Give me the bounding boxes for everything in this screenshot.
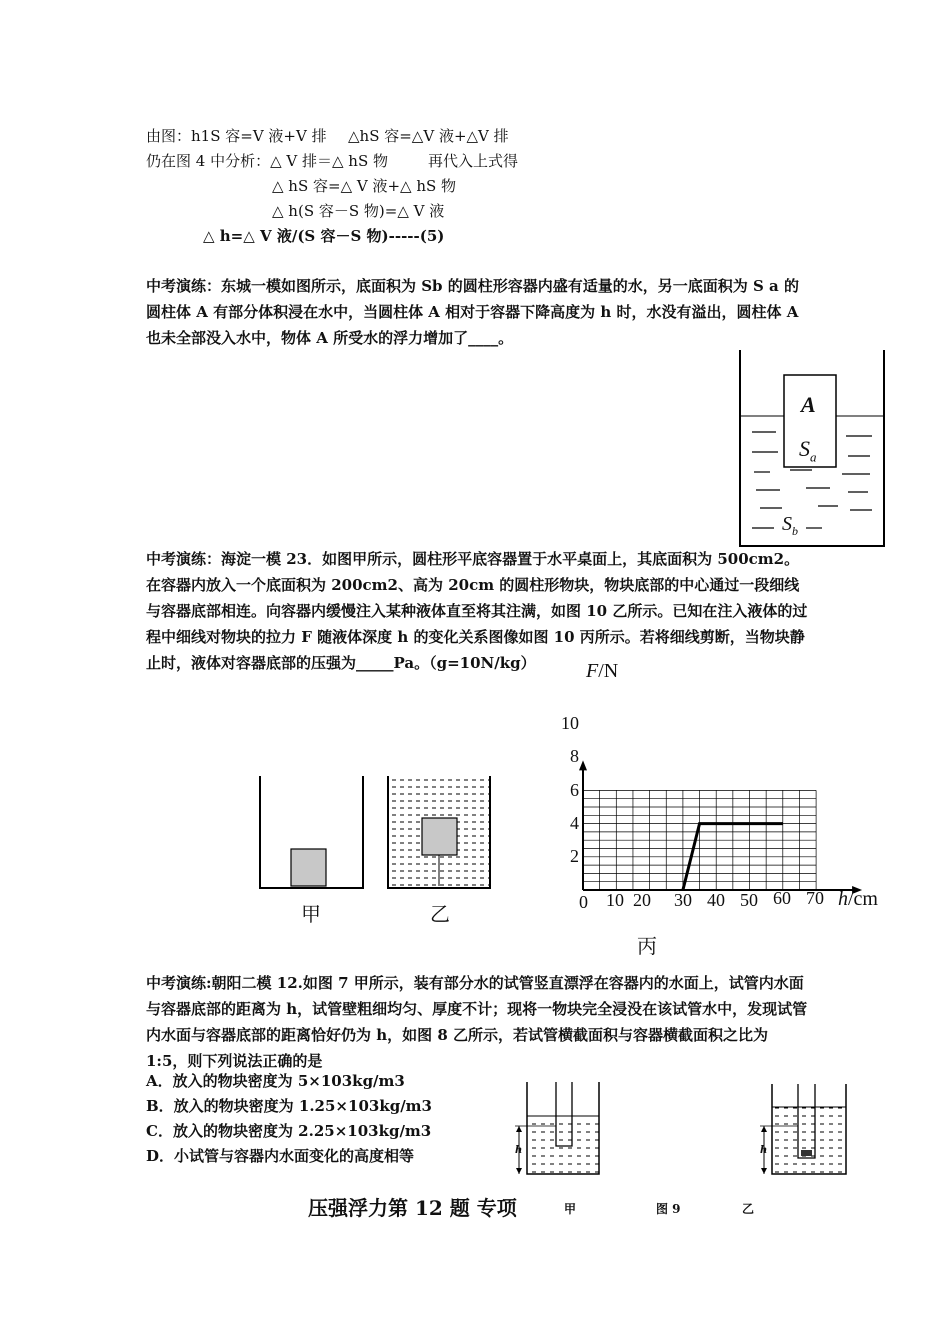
y-tick-2: 2 xyxy=(570,846,579,866)
derivation-line-1b: △hS 容=△V 液+△V 排 xyxy=(348,127,509,145)
label-sa: $S_a$ xyxy=(799,436,817,465)
derivation-line-2a: 仍在图 4 中分析：△ V 排＝△ hS 物 xyxy=(146,152,388,170)
fig-label-jia: 甲 xyxy=(564,1202,577,1216)
x-tick-10: 10 xyxy=(606,890,624,910)
derivation-line-1a: 由图：h1S 容=V 液+V 排 xyxy=(146,127,327,145)
fig-caption: 图 9 xyxy=(656,1202,681,1216)
fig-h-left: h xyxy=(515,1145,523,1156)
y-axis-label: F/N xyxy=(586,660,619,682)
fig-label-yi: 乙 xyxy=(742,1202,755,1216)
derivation-line-4: △ h(S 容－S 物)=△ V 液 xyxy=(272,202,445,220)
x-tick-70: 70 xyxy=(806,888,824,908)
label-a: A xyxy=(801,392,816,417)
y-tick-10: 10 xyxy=(561,713,579,733)
option-a: A．放入的物块密度为 5×103kg/m3 xyxy=(146,1072,405,1090)
x-tick-20: 20 xyxy=(633,890,651,910)
fig-h-right: h xyxy=(760,1145,768,1156)
question-2-text: 中考演练：海淀一模 23．如图甲所示，圆柱形平底容器置于水平桌面上，其底面积为 500cm2。在容器内放入一个底面积为 200cm2、高为 20cm 的圆柱形物块，物块底部的中心通过一段细线与容器底部相连。向容器内缓慢注入某种液体直至将其注满，如图 10 乙所示。已知在注入液体的过程中细线对物块的拉力 F 随液体深度 h 的变化关系图像如图 10 丙所示。若将细线剪断，当物块静止时，液体对容器底部的压强为_____Pa。（g=10N/kg） xyxy=(146,550,808,672)
y-tick-4: 4 xyxy=(570,813,579,833)
option-b: B．放入的物块密度为 1.25×103kg/m3 xyxy=(146,1097,432,1115)
derivation-line-5: △ h=△ V 液/(S 容－S 物)-----(5) xyxy=(203,227,445,245)
x-tick-60: 60 xyxy=(773,888,791,908)
question-1-text: 中考演练：东城一模如图所示，底面积为 Sb 的圆柱形容器内盛有适量的水，另一底面积为 S a 的圆柱体 A 有部分体积浸在水中，当圆柱体 A 相对于容器下降高度为 h 时，水没有溢出，圆柱体 A 也未全部没入水中，物体 A 所受水的浮力增加了____。 xyxy=(146,277,799,347)
x-tick-0: 0 xyxy=(579,892,588,912)
x-axis-label: h/cm xyxy=(838,888,878,910)
y-tick-8: 8 xyxy=(570,746,579,766)
label-yi: 乙 xyxy=(430,904,450,926)
derivation-line-3: △ hS 容=△ V 液+△ hS 物 xyxy=(272,177,457,195)
label-sb: $S_b$ xyxy=(782,513,798,538)
footer-title: 压强浮力第 12 题 专项 xyxy=(308,1196,517,1220)
label-jia: 甲 xyxy=(301,904,321,926)
x-tick-40: 40 xyxy=(707,890,725,910)
option-d: D．小试管与容器内水面变化的高度相等 xyxy=(146,1147,415,1165)
option-c: C．放入的物块密度为 2.25×103kg/m3 xyxy=(146,1122,432,1140)
x-tick-30: 30 xyxy=(674,890,692,910)
y-tick-6: 6 xyxy=(570,780,579,800)
x-tick-50: 50 xyxy=(740,890,758,910)
derivation-line-2b: 再代入上式得 xyxy=(428,152,519,170)
question-3-text: 中考演练:朝阳二模 12.如图 7 甲所示，装有部分水的试管竖直漂浮在容器内的水面上，试管内水面与容器底部的距离为 h，试管壁粗细均匀、厚度不计；现将一物块完全浸没在该试管水中，发现试管内水面与容器底部的距离恰好仍为 h，如图 8 乙所示，若试管横截面积与容器横截面积之比为 1:5，则下列说法正确的是 xyxy=(146,974,808,1070)
label-bing: 丙 xyxy=(637,936,657,958)
